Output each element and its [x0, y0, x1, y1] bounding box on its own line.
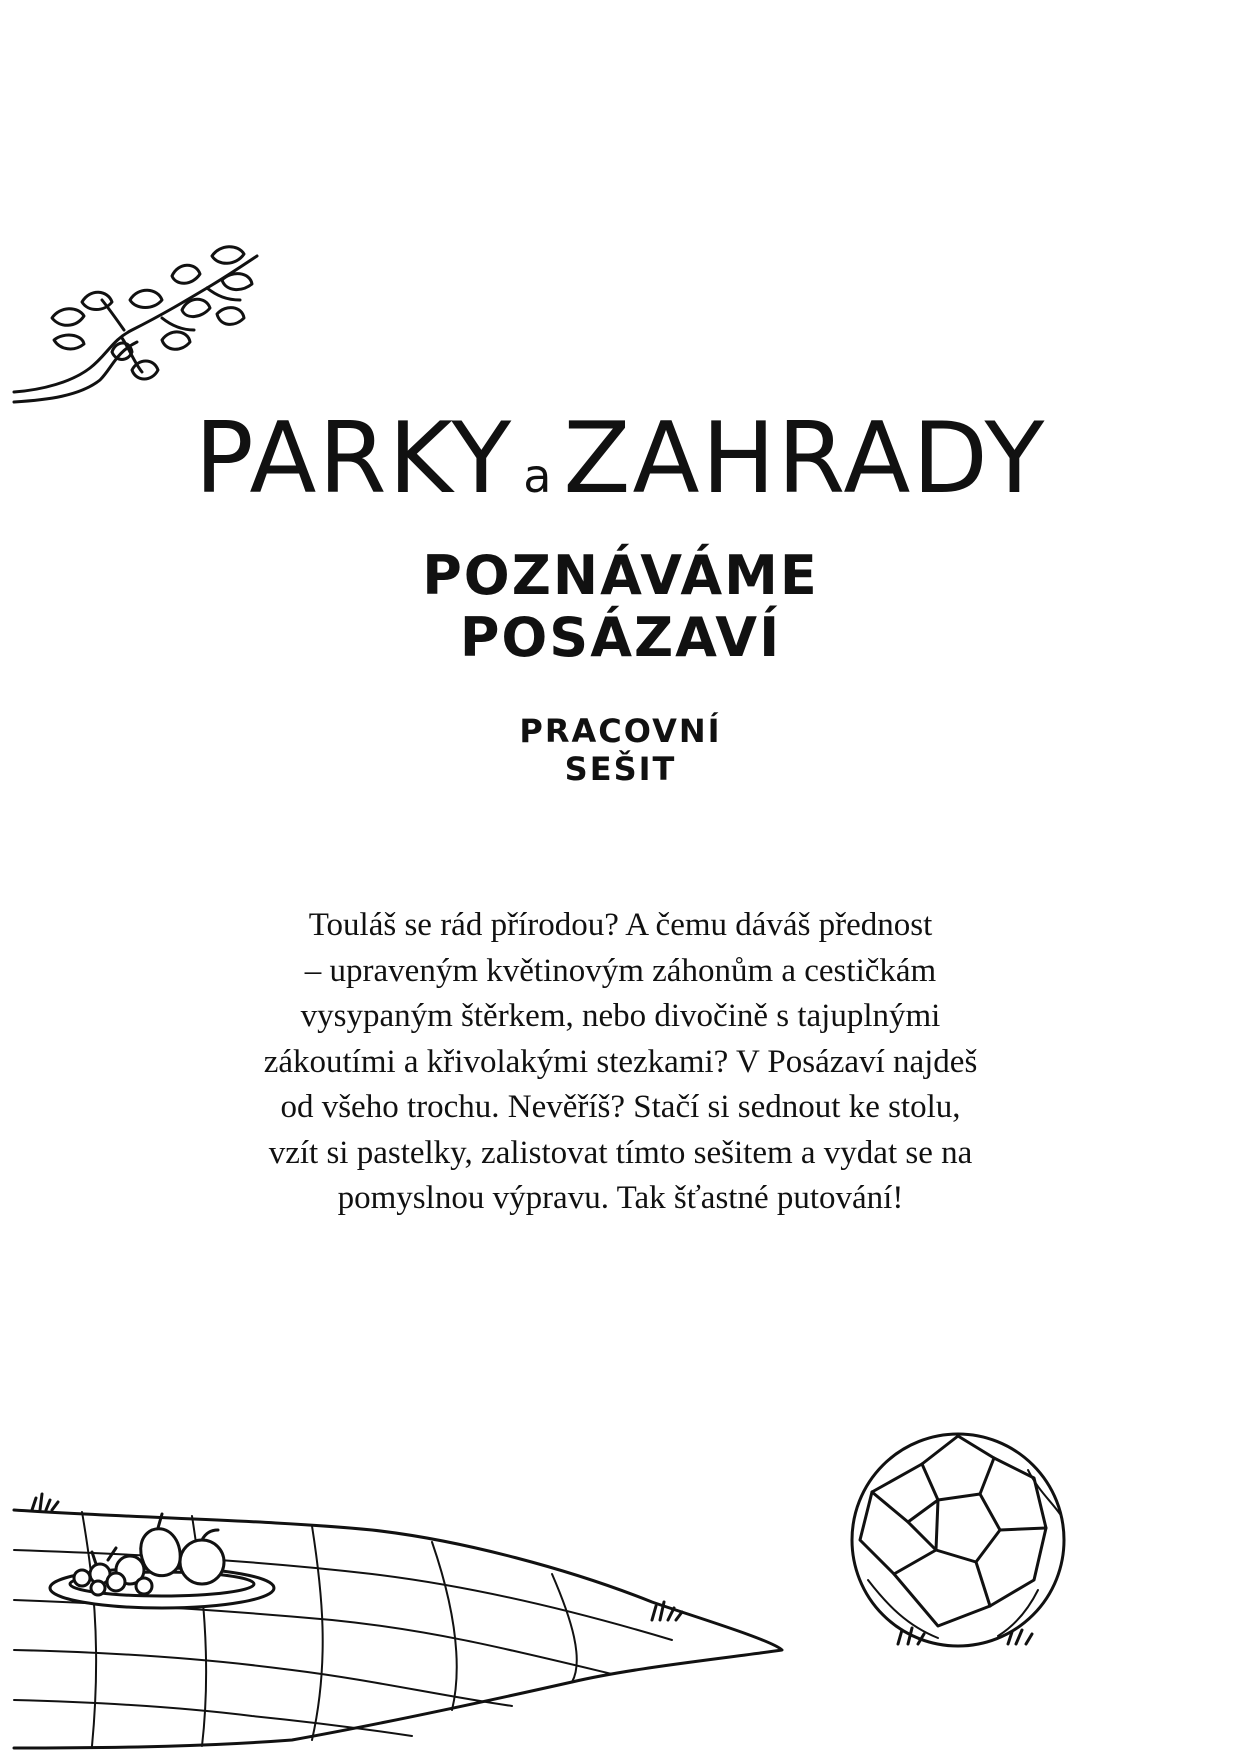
workbook-label — [0, 712, 1241, 788]
intro-line: vzít si pastelky, zalistovat tímto sešitem a vydat se na — [268, 1134, 973, 1171]
workbook-line2: SEŠIT — [564, 750, 677, 788]
intro-line: Touláš se rád přírodou? A čemu dáváš přednost — [308, 907, 933, 943]
title-part1: PARKY — [194, 402, 514, 516]
soccer-ball-icon — [838, 1430, 1078, 1660]
intro-paragraph — [200, 903, 1041, 1222]
subtitle — [0, 545, 1241, 669]
picnic-blanket-icon — [12, 1490, 802, 1750]
subtitle-line2: POSÁZAVÍ — [459, 606, 782, 669]
intro-line: zákoutími a křivolakými stezkami? V Posázaví najdeš — [263, 1043, 978, 1080]
intro-line: od všeho trochu. Nevěříš? Stačí si sednout ke stolu, — [280, 1089, 961, 1125]
title-connector: a — [523, 449, 554, 503]
intro-line: – upraveným květinovým záhonům a cestičkám — [304, 952, 937, 989]
intro-line: vysypaným štěrkem, nebo divočině s tajuplnými — [300, 998, 941, 1034]
workbook-line1: PRACOVNÍ — [519, 712, 722, 750]
title-part2: ZAHRADY — [563, 402, 1047, 516]
subtitle-line1: POZNÁVÁME — [422, 544, 819, 607]
intro-line: pomyslnou výpravu. Tak šťastné putování! — [337, 1180, 904, 1216]
page-title — [0, 402, 1241, 516]
